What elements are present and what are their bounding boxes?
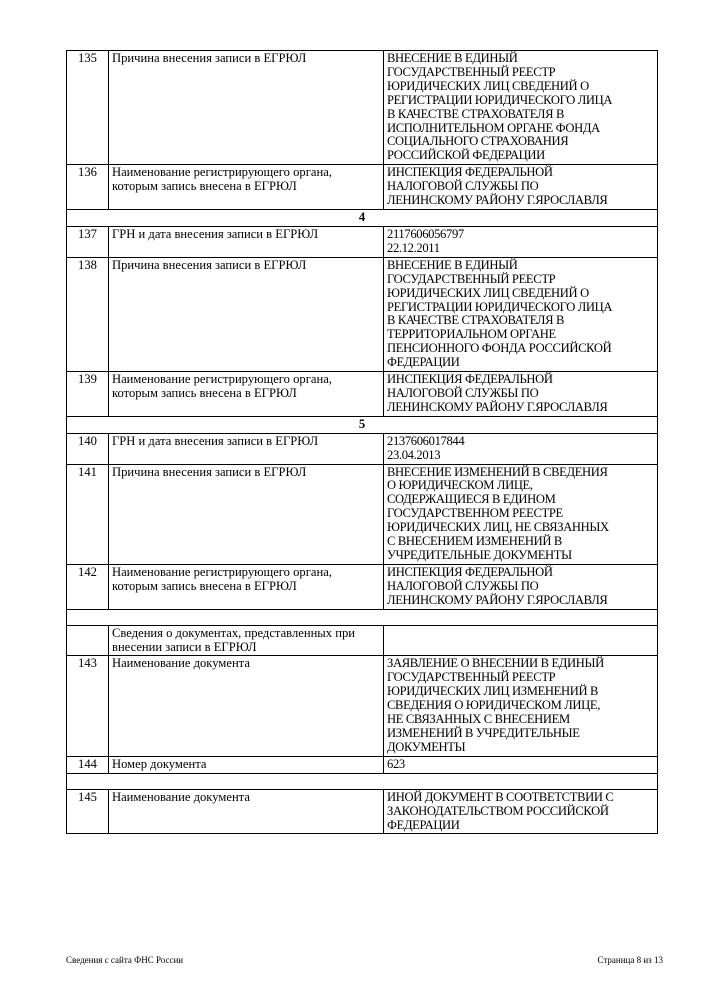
value-line: ВНЕСЕНИЕ В ЕДИНЫЙ: [387, 257, 518, 272]
field-label: Причина внесения записи в ЕГРЮЛ: [109, 51, 384, 165]
section-header-row: [67, 416, 658, 433]
value-line: 2137606017844: [387, 433, 465, 448]
value-line: ИНОЙ ДОКУМЕНТ В СООТВЕТСТВИИ С: [387, 789, 614, 804]
value-line: С ВНЕСЕНИЕМ ИЗМЕНЕНИЙ В: [387, 534, 562, 549]
value-line: НАЛОГОВОЙ СЛУЖБЫ ПО: [387, 385, 539, 400]
row-number: 141: [67, 464, 109, 564]
table-row: [67, 789, 658, 834]
row-number: 139: [67, 372, 109, 417]
value-line: ТЕРРИТОРИАЛЬНОМ ОРГАНЕ: [387, 327, 556, 342]
field-value: [384, 656, 658, 756]
value-line: ГОСУДАРСТВЕННЫЙ РЕЕСТР: [387, 64, 556, 79]
value-line: РОССИЙСКОЙ ФЕДЕРАЦИИ: [387, 148, 545, 163]
row-number: [67, 625, 109, 656]
field-label: Наименование регистрирующего органа, которым запись внесена в ЕГРЮЛ: [109, 165, 384, 210]
row-number: 145: [67, 789, 109, 834]
table-row: [67, 372, 658, 417]
row-number: 144: [67, 756, 109, 773]
value-line: ИСПОЛНИТЕЛЬНОМ ОРГАНЕ ФОНДА: [387, 120, 600, 135]
section-number: 5: [67, 416, 658, 433]
table-row: [67, 226, 658, 257]
field-label: ГРН и дата внесения записи в ЕГРЮЛ: [109, 226, 384, 257]
row-number: 142: [67, 564, 109, 609]
table-body: [67, 51, 658, 834]
value-line: ЮРИДИЧЕСКИХ ЛИЦ, НЕ СВЯЗАННЫХ: [387, 520, 609, 535]
value-line: НАЛОГОВОЙ СЛУЖБЫ ПО: [387, 179, 539, 194]
value-line: ИНСПЕКЦИЯ ФЕДЕРАЛЬНОЙ: [387, 564, 553, 579]
field-value: [384, 564, 658, 609]
value-line: В КАЧЕСТВЕ СТРАХОВАТЕЛЯ В: [387, 313, 565, 328]
field-label: Наименование документа: [109, 789, 384, 834]
value-line: ВНЕСЕНИЕ ИЗМЕНЕНИЙ В СВЕДЕНИЯ: [387, 464, 608, 479]
table-row: [67, 165, 658, 210]
field-label: Наименование регистрирующего органа, которым запись внесена в ЕГРЮЛ: [109, 564, 384, 609]
field-label: Причина внесения записи в ЕГРЮЛ: [109, 464, 384, 564]
row-number: 136: [67, 165, 109, 210]
empty-cell: [67, 609, 658, 625]
value-line: 2117606056797: [387, 226, 464, 241]
footer-source: Сведения с сайта ФНС России: [66, 955, 184, 965]
value-line: ЮРИДИЧЕСКИХ ЛИЦ СВЕДЕНИЙ О: [387, 78, 589, 93]
footer-page-number: Страница 8 из 13: [597, 955, 663, 965]
egrul-records-table: [66, 50, 658, 834]
value-line: ЮРИДИЧЕСКИХ ЛИЦ СВЕДЕНИЙ О: [387, 285, 589, 300]
field-label: Причина внесения записи в ЕГРЮЛ: [109, 257, 384, 371]
field-label: Наименование документа: [109, 656, 384, 756]
table-row: [67, 257, 658, 371]
value-line: ЛЕНИНСКОМУ РАЙОНУ Г.ЯРОСЛАВЛЯ: [387, 193, 608, 208]
value-line: О ЮРИДИЧЕСКОМ ЛИЦЕ,: [387, 478, 533, 493]
field-value: [384, 165, 658, 210]
value-line: ЛЕНИНСКОМУ РАЙОНУ Г.ЯРОСЛАВЛЯ: [387, 592, 608, 607]
value-line: СВЕДЕНИЯ О ЮРИДИЧЕСКОМ ЛИЦЕ,: [387, 698, 601, 713]
section-header-row: [67, 209, 658, 226]
value-line: ДОКУМЕНТЫ: [387, 739, 466, 754]
value-line: В КАЧЕСТВЕ СТРАХОВАТЕЛЯ В: [387, 106, 565, 121]
value-line: НАЛОГОВОЙ СЛУЖБЫ ПО: [387, 578, 539, 593]
value-line: СОЦИАЛЬНОГО СТРАХОВАНИЯ: [387, 134, 569, 149]
table-row: [67, 756, 658, 773]
field-value: [384, 625, 658, 656]
value-line: 23.04.2013: [387, 447, 441, 462]
value-line: ФЕДЕРАЦИИ: [387, 355, 460, 370]
value-line: ГОСУДАРСТВЕННОМ РЕЕСТРЕ: [387, 506, 563, 521]
value-line: ПЕНСИОННОГО ФОНДА РОССИЙСКОЙ: [387, 341, 612, 356]
value-line: ВНЕСЕНИЕ В ЕДИНЫЙ: [387, 51, 518, 65]
empty-cell: [67, 773, 658, 789]
table-row: [67, 656, 658, 756]
value-line: ГОСУДАРСТВЕННЫЙ РЕЕСТР: [387, 670, 556, 685]
row-number: 138: [67, 257, 109, 371]
value-line: УЧРЕДИТЕЛЬНЫЕ ДОКУМЕНТЫ: [387, 548, 572, 562]
table-row: [67, 51, 658, 165]
field-value: [384, 226, 658, 257]
row-number: 140: [67, 433, 109, 464]
field-label: Наименование регистрирующего органа, которым запись внесена в ЕГРЮЛ: [109, 372, 384, 417]
field-value: [384, 433, 658, 464]
value-line: ГОСУДАРСТВЕННЫЙ РЕЕСТР: [387, 271, 556, 286]
field-label: Сведения о документах, представленных при внесении записи в ЕГРЮЛ: [109, 625, 384, 656]
table-row: [67, 433, 658, 464]
section-number: 4: [67, 209, 658, 226]
value-line: СОДЕРЖАЩИЕСЯ В ЕДИНОМ: [387, 492, 556, 507]
value-line: 623: [387, 756, 405, 771]
row-number: 135: [67, 51, 109, 165]
value-line: ФЕДЕРАЦИИ: [387, 817, 460, 832]
field-value: [384, 51, 658, 165]
field-value: [384, 257, 658, 371]
value-line: ЮРИДИЧЕСКИХ ЛИЦ ИЗМЕНЕНИЙ В: [387, 684, 599, 699]
row-number: 137: [67, 226, 109, 257]
table-row: [67, 464, 658, 564]
spacer-row: [67, 609, 658, 625]
value-line: НЕ СВЯЗАННЫХ С ВНЕСЕНИЕМ: [387, 712, 570, 727]
field-value: [384, 789, 658, 834]
table-row: [67, 564, 658, 609]
value-line: ИНСПЕКЦИЯ ФЕДЕРАЛЬНОЙ: [387, 372, 553, 387]
value-line: ИНСПЕКЦИЯ ФЕДЕРАЛЬНОЙ: [387, 165, 553, 180]
value-line: 22.12.2011: [387, 240, 440, 255]
value-line: РЕГИСТРАЦИИ ЮРИДИЧЕСКОГО ЛИЦА: [387, 92, 613, 107]
spacer-row: [67, 773, 658, 789]
value-line: ЛЕНИНСКОМУ РАЙОНУ Г.ЯРОСЛАВЛЯ: [387, 399, 608, 414]
value-line: РЕГИСТРАЦИИ ЮРИДИЧЕСКОГО ЛИЦА: [387, 299, 613, 314]
field-label: Номер документа: [109, 756, 384, 773]
row-number: 143: [67, 656, 109, 756]
table-row: [67, 625, 658, 656]
field-label: ГРН и дата внесения записи в ЕГРЮЛ: [109, 433, 384, 464]
value-line: ИЗМЕНЕНИЙ В УЧРЕДИТЕЛЬНЫЕ: [387, 725, 580, 740]
field-value: [384, 756, 658, 773]
field-value: [384, 464, 658, 564]
value-line: ЗАКОНОДАТЕЛЬСТВОМ РОССИЙСКОЙ: [387, 803, 609, 818]
field-value: [384, 372, 658, 417]
value-line: ЗАЯВЛЕНИЕ О ВНЕСЕНИИ В ЕДИНЫЙ: [387, 656, 604, 671]
